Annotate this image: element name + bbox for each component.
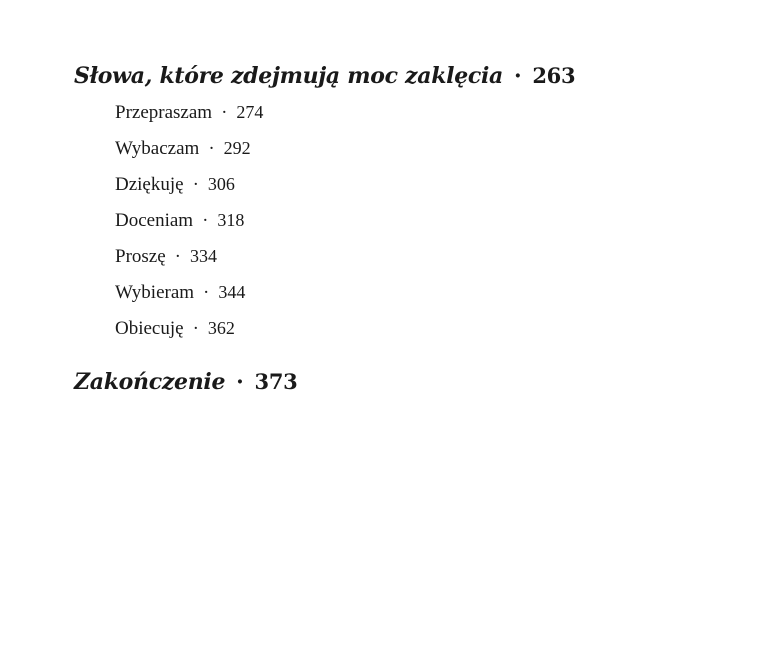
entry-page-number: 334 [189,246,217,266]
toc-entry [115,130,734,166]
entry-page-number: 318 [217,210,245,230]
section-title: Słowa, które zdejmują moc zaklęcia [74,63,504,89]
toc-entry [115,94,734,130]
dot-separator: · [208,138,215,159]
entry-title: Wybaczam [115,138,200,159]
dot-separator: · [202,210,209,231]
entry-title: Dziękuję [115,174,184,195]
toc-section [74,60,734,346]
dot-separator: · [192,174,199,195]
dot-separator: · [221,102,228,123]
section-heading [74,366,734,398]
dot-separator: · [236,369,244,395]
dot-separator: · [192,318,199,339]
dot-separator: · [203,282,210,303]
entry-title: Proszę [115,246,166,267]
entry-title: Doceniam [115,210,194,231]
section-title: Zakończenie [74,369,226,395]
table-of-contents [74,60,734,398]
toc-entry [115,310,734,346]
entry-page-number: 292 [223,138,251,158]
entry-title: Obiecuję [115,318,184,339]
toc-entry [115,202,734,238]
section-page-number: 263 [532,63,576,88]
entry-list [74,94,734,346]
toc-entry [115,166,734,202]
toc-entry [115,274,734,310]
dot-separator: · [514,63,522,89]
entry-title: Przepraszam [115,102,213,123]
dot-separator: · [174,246,181,267]
section-heading [74,60,734,92]
toc-section [74,366,734,398]
entry-title: Wybieram [115,282,195,303]
section-page-number: 373 [254,369,298,394]
entry-page-number: 306 [207,174,235,194]
toc-entry [115,238,734,274]
entry-page-number: 274 [236,102,264,122]
entry-page-number: 344 [218,282,246,302]
entry-page-number: 362 [207,318,235,338]
